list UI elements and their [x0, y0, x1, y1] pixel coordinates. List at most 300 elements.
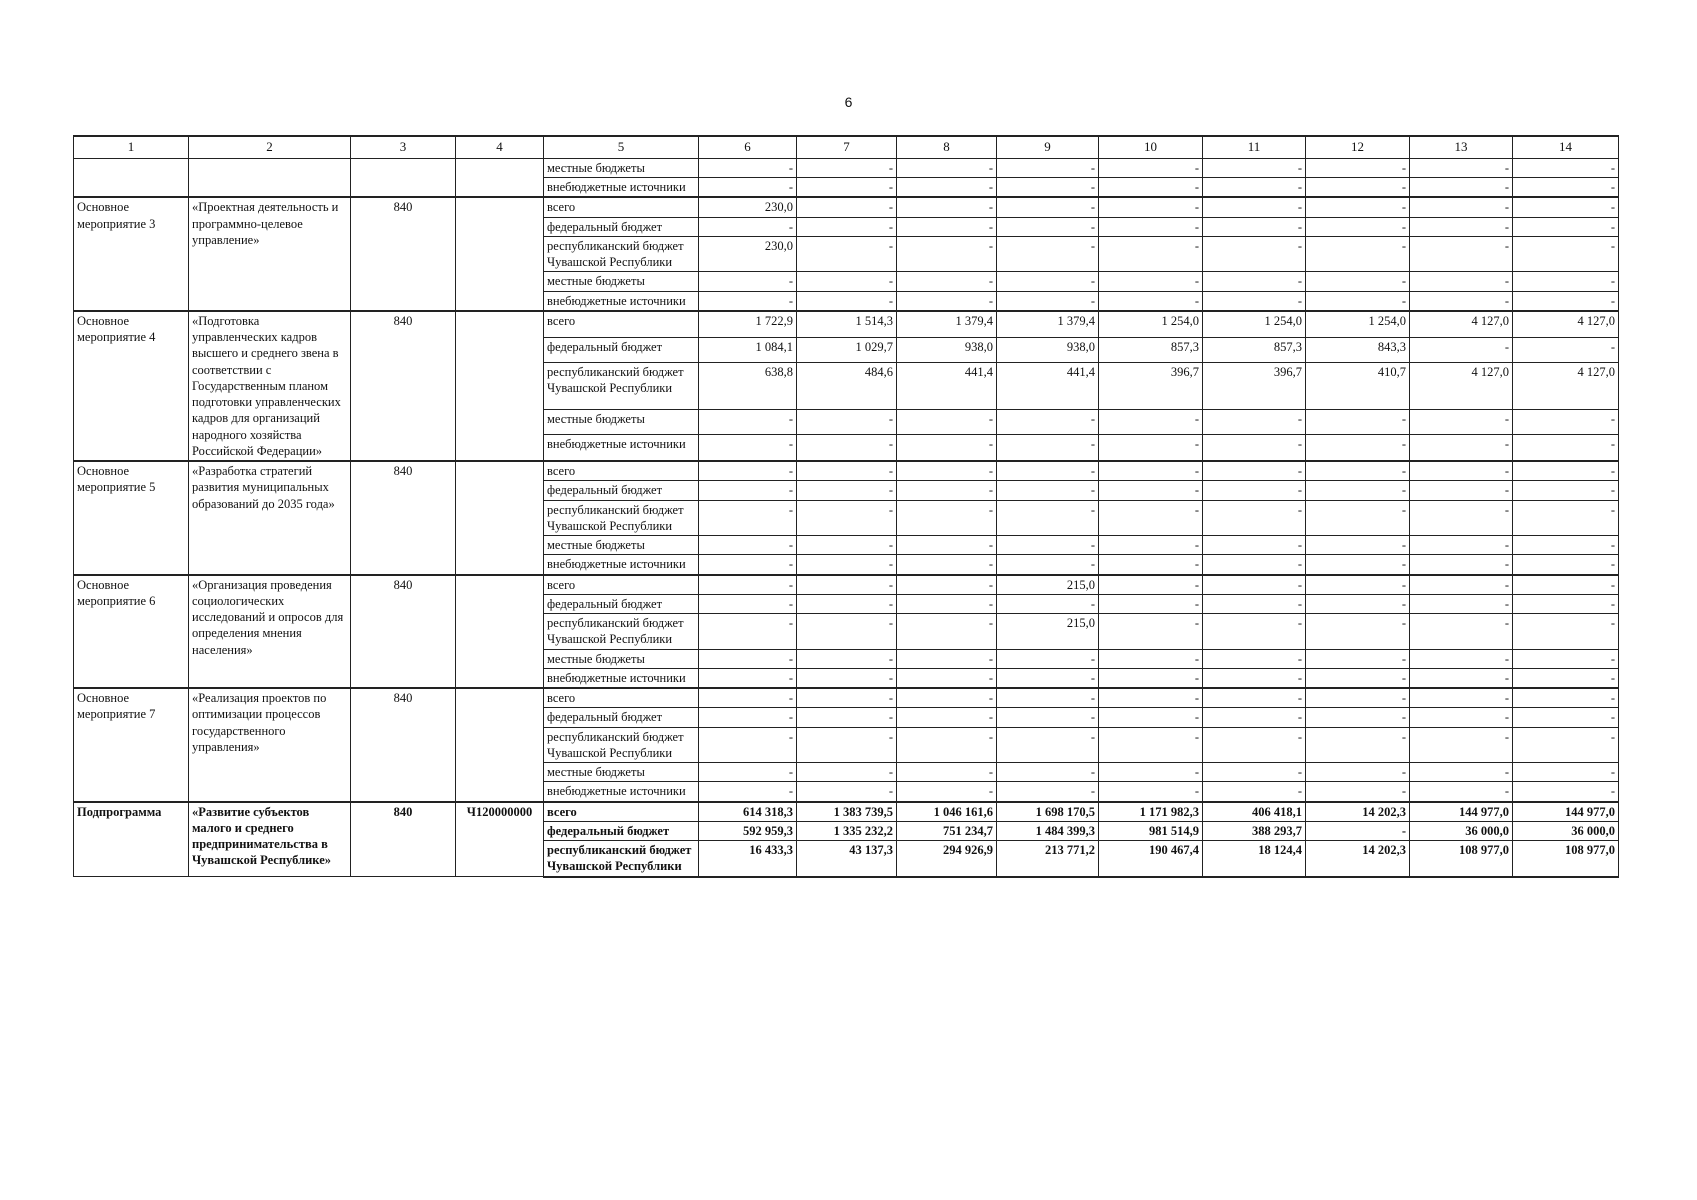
funding-value: -: [1513, 461, 1619, 481]
table-row: [74, 197, 1619, 217]
funding-value: -: [1203, 575, 1306, 595]
funding-value: -: [797, 236, 897, 272]
funding-value: -: [1203, 708, 1306, 727]
funding-value: 406 418,1: [1203, 802, 1306, 822]
funding-value: 1 254,0: [1203, 311, 1306, 337]
funding-value: -: [1203, 197, 1306, 217]
funding-value: -: [997, 435, 1099, 461]
funding-value: 294 926,9: [897, 841, 997, 877]
funding-value: -: [1410, 688, 1513, 708]
funding-source: внебюджетные источники: [544, 668, 699, 688]
funding-value: -: [1410, 481, 1513, 500]
target-article-code: [456, 461, 544, 575]
funding-value: -: [1410, 435, 1513, 461]
funding-value: -: [1513, 158, 1619, 177]
funding-value: -: [897, 536, 997, 555]
funding-value: 441,4: [897, 363, 997, 410]
funding-value: -: [1099, 688, 1203, 708]
funding-source: местные бюджеты: [544, 158, 699, 177]
funding-value: -: [797, 272, 897, 291]
funding-value: -: [997, 500, 1099, 536]
funding-value: -: [1099, 782, 1203, 802]
empty-cell: [351, 158, 456, 197]
funding-value: -: [699, 272, 797, 291]
activity-status: Основное мероприятие 7: [74, 688, 189, 802]
funding-value: -: [997, 536, 1099, 555]
funding-value: -: [897, 782, 997, 802]
activity-name: «Реализация проектов по оптимизации процессов государственного управления»: [189, 688, 351, 802]
funding-value: 36 000,0: [1410, 821, 1513, 840]
funding-value: -: [897, 668, 997, 688]
funding-value: -: [1099, 272, 1203, 291]
funding-value: -: [699, 217, 797, 236]
funding-value: 857,3: [1203, 337, 1306, 362]
funding-value: 396,7: [1099, 363, 1203, 410]
funding-value: -: [1513, 763, 1619, 782]
table-row: [74, 311, 1619, 337]
funding-value: -: [1513, 688, 1619, 708]
funding-value: -: [797, 461, 897, 481]
funding-value: -: [1410, 158, 1513, 177]
funding-value: -: [1306, 594, 1410, 613]
continued-rows: [74, 158, 1619, 197]
funding-value: -: [1306, 236, 1410, 272]
funding-value: -: [1410, 272, 1513, 291]
funding-source: внебюджетные источники: [544, 782, 699, 802]
funding-value: -: [997, 555, 1099, 575]
funding-value: -: [897, 708, 997, 727]
responsible-code: 840: [351, 311, 456, 461]
funding-value: -: [699, 536, 797, 555]
funding-value: -: [1203, 236, 1306, 272]
funding-value: -: [1513, 217, 1619, 236]
funding-source: республиканский бюджет Чувашской Республики: [544, 727, 699, 763]
funding-value: -: [1513, 575, 1619, 595]
funding-value: 638,8: [699, 363, 797, 410]
funding-value: -: [699, 649, 797, 668]
funding-value: -: [1099, 178, 1203, 198]
funding-value: 215,0: [997, 575, 1099, 595]
funding-source: республиканский бюджет Чувашской Республики: [544, 236, 699, 272]
funding-value: -: [1513, 649, 1619, 668]
column-number: 14: [1513, 136, 1619, 158]
funding-value: 1 254,0: [1099, 311, 1203, 337]
funding-value: -: [1410, 782, 1513, 802]
activity-group: [74, 197, 1619, 311]
funding-value: 4 127,0: [1410, 363, 1513, 410]
funding-value: -: [1099, 158, 1203, 177]
activity-name: «Организация проведения социологических исследований и опросов для определения мнения населения»: [189, 575, 351, 689]
funding-value: -: [1513, 435, 1619, 461]
funding-value: -: [997, 291, 1099, 311]
activity-name: «Развитие субъектов малого и среднего предпринимательства в Чувашской Республике»: [189, 802, 351, 877]
funding-value: -: [1513, 500, 1619, 536]
target-article-code: [456, 197, 544, 311]
funding-value: 1 335 232,2: [797, 821, 897, 840]
funding-value: 484,6: [797, 363, 897, 410]
funding-value: -: [797, 158, 897, 177]
funding-value: -: [897, 614, 997, 650]
funding-value: -: [897, 649, 997, 668]
funding-value: -: [897, 158, 997, 177]
funding-value: -: [1306, 500, 1410, 536]
funding-value: 1 379,4: [897, 311, 997, 337]
funding-value: 144 977,0: [1513, 802, 1619, 822]
header-row: [74, 136, 1619, 158]
funding-value: -: [1513, 178, 1619, 198]
funding-value: -: [997, 461, 1099, 481]
target-article-code: Ч120000000: [456, 802, 544, 877]
funding-value: -: [1099, 763, 1203, 782]
funding-value: -: [897, 575, 997, 595]
funding-source: местные бюджеты: [544, 409, 699, 434]
funding-value: 213 771,2: [997, 841, 1099, 877]
funding-value: 1 722,9: [699, 311, 797, 337]
empty-cell: [456, 158, 544, 197]
funding-value: -: [1410, 555, 1513, 575]
funding-value: -: [1099, 236, 1203, 272]
funding-value: -: [699, 594, 797, 613]
funding-value: -: [699, 727, 797, 763]
table-row: [74, 802, 1619, 822]
funding-value: -: [1306, 409, 1410, 434]
funding-value: 1 084,1: [699, 337, 797, 362]
funding-value: -: [1410, 178, 1513, 198]
funding-value: -: [797, 708, 897, 727]
funding-value: -: [797, 575, 897, 595]
funding-value: -: [1513, 481, 1619, 500]
funding-value: -: [897, 236, 997, 272]
activity-status: Основное мероприятие 3: [74, 197, 189, 311]
funding-source: местные бюджеты: [544, 272, 699, 291]
funding-value: -: [1513, 291, 1619, 311]
funding-value: -: [1203, 555, 1306, 575]
funding-value: -: [1306, 217, 1410, 236]
funding-value: -: [1410, 763, 1513, 782]
funding-value: -: [797, 178, 897, 198]
funding-value: -: [997, 197, 1099, 217]
funding-value: -: [1513, 594, 1619, 613]
funding-value: 441,4: [997, 363, 1099, 410]
funding-value: -: [997, 481, 1099, 500]
funding-value: -: [1203, 649, 1306, 668]
funding-value: 230,0: [699, 197, 797, 217]
column-number: 6: [699, 136, 797, 158]
responsible-code: 840: [351, 461, 456, 575]
funding-value: -: [797, 688, 897, 708]
funding-value: -: [1410, 614, 1513, 650]
funding-value: -: [897, 727, 997, 763]
funding-value: -: [997, 688, 1099, 708]
funding-value: 1 484 399,3: [997, 821, 1099, 840]
funding-value: 1 383 739,5: [797, 802, 897, 822]
funding-value: -: [699, 409, 797, 434]
empty-cell: [74, 158, 189, 197]
funding-value: -: [1203, 614, 1306, 650]
funding-value: -: [1099, 461, 1203, 481]
funding-value: -: [1203, 291, 1306, 311]
funding-value: -: [699, 291, 797, 311]
funding-value: -: [1410, 409, 1513, 434]
funding-value: -: [997, 782, 1099, 802]
funding-value: -: [1410, 536, 1513, 555]
funding-value: -: [897, 555, 997, 575]
funding-value: -: [1203, 500, 1306, 536]
funding-value: -: [997, 727, 1099, 763]
funding-value: 4 127,0: [1410, 311, 1513, 337]
table-row: [74, 461, 1619, 481]
funding-source: всего: [544, 197, 699, 217]
funding-value: -: [1306, 461, 1410, 481]
funding-value: -: [1203, 435, 1306, 461]
funding-value: -: [699, 614, 797, 650]
target-article-code: [456, 688, 544, 802]
empty-cell: [189, 158, 351, 197]
funding-value: -: [997, 409, 1099, 434]
funding-value: -: [1203, 763, 1306, 782]
funding-value: -: [997, 708, 1099, 727]
table-row: [74, 688, 1619, 708]
funding-value: -: [699, 461, 797, 481]
funding-source: внебюджетные источники: [544, 555, 699, 575]
page-number: 6: [844, 94, 853, 110]
funding-value: -: [997, 594, 1099, 613]
funding-value: -: [1099, 649, 1203, 668]
column-number: 10: [1099, 136, 1203, 158]
funding-value: 592 959,3: [699, 821, 797, 840]
responsible-code: 840: [351, 197, 456, 311]
funding-source: федеральный бюджет: [544, 337, 699, 362]
funding-value: -: [997, 649, 1099, 668]
funding-value: -: [1410, 217, 1513, 236]
column-number: 12: [1306, 136, 1410, 158]
funding-value: -: [1306, 708, 1410, 727]
funding-value: -: [1513, 236, 1619, 272]
funding-value: -: [699, 158, 797, 177]
column-number: 3: [351, 136, 456, 158]
column-number: 5: [544, 136, 699, 158]
funding-value: -: [1306, 272, 1410, 291]
funding-value: -: [1513, 272, 1619, 291]
funding-value: -: [1306, 763, 1410, 782]
funding-value: -: [1099, 536, 1203, 555]
activity-group: [74, 461, 1619, 575]
funding-value: 4 127,0: [1513, 363, 1619, 410]
funding-value: -: [1099, 555, 1203, 575]
funding-value: -: [797, 536, 897, 555]
funding-value: -: [1306, 555, 1410, 575]
funding-value: -: [997, 272, 1099, 291]
funding-value: 4 127,0: [1513, 311, 1619, 337]
funding-value: -: [1306, 197, 1410, 217]
funding-value: -: [1203, 272, 1306, 291]
funding-value: 108 977,0: [1410, 841, 1513, 877]
column-number: 13: [1410, 136, 1513, 158]
funding-value: -: [797, 555, 897, 575]
activity-group: [74, 311, 1619, 461]
funding-source: всего: [544, 688, 699, 708]
funding-value: -: [797, 614, 897, 650]
responsible-code: 840: [351, 688, 456, 802]
funding-value: -: [1410, 500, 1513, 536]
funding-value: 14 202,3: [1306, 841, 1410, 877]
activity-status: Основное мероприятие 6: [74, 575, 189, 689]
funding-value: -: [1410, 594, 1513, 613]
funding-value: -: [1513, 409, 1619, 434]
funding-value: -: [1410, 337, 1513, 362]
funding-value: -: [1306, 481, 1410, 500]
funding-value: 1 171 982,3: [1099, 802, 1203, 822]
funding-source: республиканский бюджет Чувашской Республики: [544, 841, 699, 877]
funding-value: -: [897, 291, 997, 311]
funding-value: -: [1099, 594, 1203, 613]
funding-value: -: [1203, 688, 1306, 708]
funding-value: -: [797, 217, 897, 236]
funding-value: 1 514,3: [797, 311, 897, 337]
funding-value: -: [797, 481, 897, 500]
funding-value: -: [1513, 614, 1619, 650]
funding-value: 857,3: [1099, 337, 1203, 362]
funding-value: -: [897, 461, 997, 481]
funding-value: 1 046 161,6: [897, 802, 997, 822]
funding-source: республиканский бюджет Чувашской Республики: [544, 363, 699, 410]
funding-value: -: [1099, 409, 1203, 434]
funding-value: -: [1306, 649, 1410, 668]
table-row: [74, 158, 1619, 177]
funding-value: -: [997, 763, 1099, 782]
funding-value: 751 234,7: [897, 821, 997, 840]
funding-value: -: [699, 668, 797, 688]
funding-source: федеральный бюджет: [544, 821, 699, 840]
funding-value: -: [1203, 727, 1306, 763]
funding-value: -: [1410, 668, 1513, 688]
funding-value: 230,0: [699, 236, 797, 272]
subprogram-group: [74, 802, 1619, 877]
column-number-header: [74, 136, 1619, 158]
funding-value: -: [1306, 536, 1410, 555]
column-number: 1: [74, 136, 189, 158]
funding-value: -: [997, 668, 1099, 688]
funding-value: -: [1203, 409, 1306, 434]
funding-value: -: [897, 272, 997, 291]
funding-value: -: [699, 555, 797, 575]
funding-value: -: [797, 782, 897, 802]
funding-value: -: [1410, 291, 1513, 311]
funding-value: 843,3: [1306, 337, 1410, 362]
funding-value: -: [1306, 178, 1410, 198]
funding-value: -: [797, 500, 897, 536]
funding-value: -: [699, 708, 797, 727]
column-number: 7: [797, 136, 897, 158]
funding-value: -: [897, 500, 997, 536]
funding-value: -: [997, 236, 1099, 272]
activity-status: Основное мероприятие 5: [74, 461, 189, 575]
activity-name: «Подготовка управленческих кадров высшего и среднего звена в соответствии с Государственным планом подготовки управленческих кадров для организаций народного хозяйства Российской Федерации»: [189, 311, 351, 461]
funding-value: -: [1513, 668, 1619, 688]
funding-value: -: [1306, 158, 1410, 177]
funding-source: республиканский бюджет Чувашской Республики: [544, 500, 699, 536]
funding-value: -: [1099, 291, 1203, 311]
funding-value: -: [1203, 481, 1306, 500]
funding-value: -: [1203, 536, 1306, 555]
funding-value: -: [897, 481, 997, 500]
funding-value: -: [1099, 614, 1203, 650]
funding-value: 1 379,4: [997, 311, 1099, 337]
funding-value: -: [1306, 727, 1410, 763]
funding-value: -: [797, 649, 897, 668]
funding-value: -: [1410, 197, 1513, 217]
funding-value: -: [897, 594, 997, 613]
table-row: [74, 575, 1619, 595]
funding-value: 16 433,3: [699, 841, 797, 877]
funding-value: -: [1410, 649, 1513, 668]
funding-value: -: [699, 688, 797, 708]
funding-source: федеральный бюджет: [544, 217, 699, 236]
column-number: 8: [897, 136, 997, 158]
funding-value: 18 124,4: [1203, 841, 1306, 877]
activity-status: Подпрограмма: [74, 802, 189, 877]
activity-status: Основное мероприятие 4: [74, 311, 189, 461]
funding-value: -: [1410, 708, 1513, 727]
funding-source: местные бюджеты: [544, 763, 699, 782]
funding-value: -: [797, 409, 897, 434]
funding-value: -: [699, 178, 797, 198]
funding-value: -: [1099, 668, 1203, 688]
funding-source: федеральный бюджет: [544, 594, 699, 613]
funding-value: -: [1410, 575, 1513, 595]
funding-value: 144 977,0: [1410, 802, 1513, 822]
funding-value: -: [699, 481, 797, 500]
column-number: 9: [997, 136, 1099, 158]
funding-value: 215,0: [997, 614, 1099, 650]
funding-value: -: [1099, 217, 1203, 236]
funding-value: 190 467,4: [1099, 841, 1203, 877]
funding-value: -: [1513, 197, 1619, 217]
funding-value: -: [797, 291, 897, 311]
funding-value: -: [699, 435, 797, 461]
funding-value: -: [797, 727, 897, 763]
funding-source: республиканский бюджет Чувашской Республики: [544, 614, 699, 650]
funding-value: -: [1306, 575, 1410, 595]
funding-value: -: [1410, 461, 1513, 481]
funding-value: -: [1099, 575, 1203, 595]
funding-value: 14 202,3: [1306, 802, 1410, 822]
column-number: 2: [189, 136, 351, 158]
funding-value: -: [1513, 727, 1619, 763]
target-article-code: [456, 575, 544, 689]
funding-value: -: [897, 178, 997, 198]
funding-value: 388 293,7: [1203, 821, 1306, 840]
funding-value: -: [1306, 782, 1410, 802]
funding-value: -: [1099, 481, 1203, 500]
activity-group: [74, 688, 1619, 802]
activity-name: «Проектная деятельность и программно-целевое управление»: [189, 197, 351, 311]
funding-value: -: [997, 217, 1099, 236]
funding-value: -: [1203, 594, 1306, 613]
funding-value: -: [897, 688, 997, 708]
funding-value: -: [997, 158, 1099, 177]
funding-value: -: [897, 435, 997, 461]
funding-value: -: [1099, 708, 1203, 727]
funding-value: -: [1203, 782, 1306, 802]
activity-group: [74, 575, 1619, 689]
funding-value: -: [897, 409, 997, 434]
responsible-code: 840: [351, 802, 456, 877]
funding-source: внебюджетные источники: [544, 435, 699, 461]
funding-source: федеральный бюджет: [544, 708, 699, 727]
funding-source: внебюджетные источники: [544, 178, 699, 198]
funding-value: -: [1203, 158, 1306, 177]
